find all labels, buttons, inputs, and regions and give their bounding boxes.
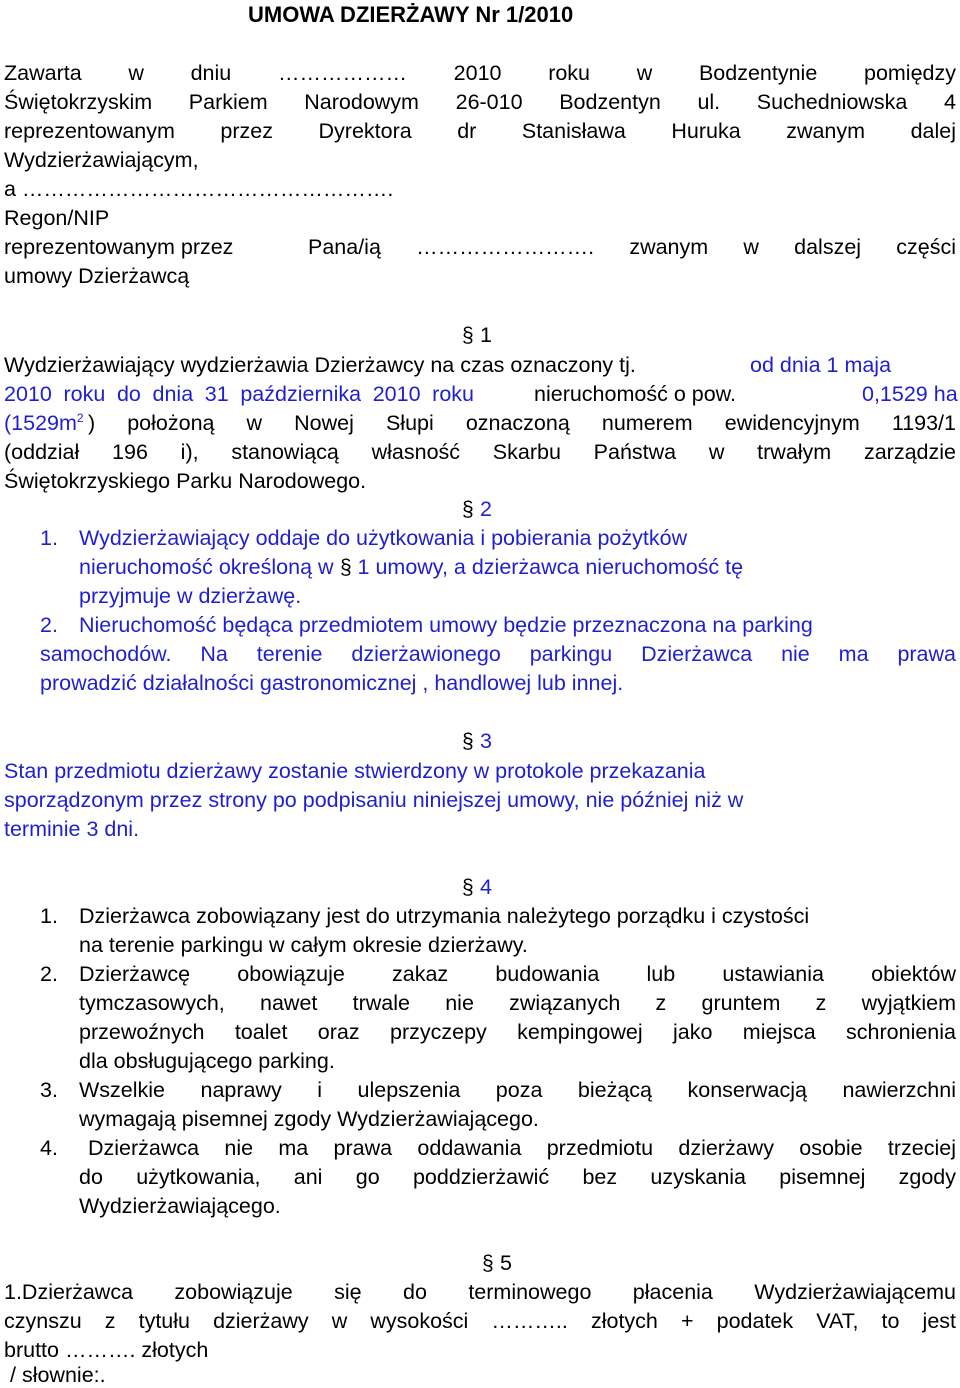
s2-item-1-line-2 (79, 554, 743, 580)
svg-text:§: § (462, 876, 474, 898)
intro-line-5: a ……………………………………………. (4, 177, 394, 201)
s4-item-4-line-1: Dzierżawca nie ma prawa oddawania przedmiotu dzierżawy osobie trzeciej (88, 1136, 956, 1160)
section-2-number: 2 (480, 497, 492, 521)
s3-line-1: Stan przedmiotu dzierżawy zostanie stwierdzony w protokole przekazania (4, 759, 706, 783)
s4-item-1-line-2: na terenie parkingu w całym okresie dzierżawy. (79, 933, 528, 957)
s1-line-1: Wydzierżawiający wydzierżawia Dzierżawcy na czas oznaczony tj. (4, 353, 636, 377)
section-4-heading (462, 874, 492, 900)
svg-text:§: § (462, 730, 474, 752)
svg-text:§: § (462, 324, 474, 346)
s1-line-3 (4, 410, 84, 436)
s1-line-2-area: 0,1529 ha (862, 382, 958, 406)
s4-item-2-line-4: dla obsługującego parking. (79, 1049, 335, 1073)
s4-item-3-line-2: wymagają pisemnej zgody Wydzierżawiającego. (79, 1107, 539, 1131)
s5-line-3: brutto ………. złotych (4, 1338, 209, 1362)
s1-line-3-area: (1529m (4, 411, 77, 435)
s4-item-2-line-2: tymczasowych, nawet trwale nie związanych z gruntem z wyjątkiem (79, 991, 956, 1015)
s4-item-4-line-3: Wydzierżawiającego. (79, 1194, 281, 1218)
s4-item-3-number: 3. (40, 1078, 58, 1102)
s3-line-2: sporządzonym przez strony po podpisaniu niniejszej umowy, nie później niż w (4, 788, 744, 812)
section-4-number: 4 (480, 875, 492, 899)
s4-item-3-line-1: Wszelkie naprawy i ulepszenia poza bieżącą konserwacją nawierzchni (79, 1078, 956, 1102)
s5-line-2: czynszu z tytułu dzierżawy w wysokości ……….. złotych + podatek VAT, to jest (4, 1309, 956, 1333)
s2-item-2-line-1: Nieruchomość będąca przedmiotem umowy będzie przeznaczona na parking (79, 613, 813, 637)
intro-line-1: Zawarta w dniu ……………… 2010 roku w Bodzentynie pomiędzy (4, 61, 956, 85)
s4-item-1-number: 1. (40, 904, 58, 928)
svg-text:§: § (462, 498, 474, 520)
s4-item-4-number: 4. (40, 1136, 58, 1160)
intro-line-2: Świętokrzyskim Parkiem Narodowym 26-010 Bodzentyn ul. Suchedniowska 4 (4, 90, 956, 114)
section-sign-icon (462, 498, 474, 520)
s4-item-1-line-1: Dzierżawca zobowiązany jest do utrzymania należytego porządku i czystości (79, 904, 810, 928)
s4-item-4-line-2: do użytkowania, ani go poddzierżawić bez uzyskania pisemnej zgody (79, 1165, 956, 1189)
intro-line-3: reprezentowanym przez Dyrektora dr Stanisława Huruka zwanym dalej (4, 119, 956, 143)
section-sign-icon (462, 324, 474, 346)
intro-line-8: umowy Dzierżawcą (4, 264, 190, 288)
s4-item-2-number: 2. (40, 962, 58, 986)
section-5-number: 5 (500, 1251, 512, 1275)
s1-line-4: (oddział 196 i), stanowiącą własność Skarbu Państwa w trwałym zarządzie (4, 440, 956, 464)
intro-line-6: Regon/NIP (4, 206, 110, 230)
section-sign-icon (462, 876, 474, 898)
svg-text:§: § (339, 556, 352, 578)
s1-line-2-period: 2010 roku do dnia 31 października 2010 roku (4, 382, 474, 406)
section-2-heading (462, 496, 492, 522)
s1-line-3-sup: 2 (76, 410, 84, 425)
section-sign-icon (482, 1252, 494, 1274)
s2-item-1-line-2b: 1 umowy, a dzierżawca nieruchomość tę (357, 555, 744, 579)
section-3-number: 3 (480, 729, 492, 753)
section-sign-icon (340, 556, 352, 578)
s2-item-2-number: 2. (40, 613, 58, 637)
s5-line-4: / słownie:. (10, 1363, 106, 1387)
s4-item-2-line-1: Dzierżawcę obowiązuje zakaz budowania lub ustawiania obiektów (79, 962, 956, 986)
intro-line-7b: Pana/ią ……………………. zwanym w dalszej części (308, 235, 956, 259)
s2-item-1-line-1: Wydzierżawiający oddaje do użytkowania i pobierania pożytków (79, 526, 688, 550)
s1-line-2-subject: nieruchomość o pow. (534, 382, 736, 406)
svg-text:§: § (482, 1252, 494, 1274)
s1-line-3-rest: ) położoną w Nowej Słupi oznaczoną numerem ewidencyjnym 1193/1 (88, 411, 956, 435)
document-title: UMOWA DZIERŻAWY Nr 1/2010 (248, 2, 574, 27)
s1-line-5: Świętokrzyskiego Parku Narodowego. (4, 469, 367, 493)
s2-item-1-line-2a: nieruchomość określoną w (79, 555, 334, 579)
s3-line-3: terminie 3 dni. (4, 817, 140, 841)
s2-item-1-line-3: przyjmuje w dzierżawę. (79, 584, 302, 608)
s1-line-1-date: od dnia 1 maja (750, 353, 892, 377)
s2-item-2-line-3: prowadzić działalności gastronomicznej , handlowej lub innej. (40, 671, 624, 695)
s4-item-2-line-3: przewoźnych toalet oraz przyczepy kempingowej jako miejsca schronienia (79, 1020, 956, 1044)
intro-line-7a: reprezentowanym przez (4, 235, 234, 259)
intro-line-4: Wydzierżawiającym, (4, 148, 199, 172)
section-5-heading (482, 1250, 512, 1276)
s5-line-1: 1.Dzierżawca zobowiązuje się do terminowego płacenia Wydzierżawiającemu (4, 1280, 956, 1304)
section-3-heading (462, 728, 492, 754)
section-1-heading (462, 322, 492, 348)
section-sign-icon (462, 730, 474, 752)
s2-item-1-number: 1. (40, 526, 58, 550)
s2-item-2-line-2: samochodów. Na terenie dzierżawionego parkingu Dzierżawca nie ma prawa (40, 642, 956, 666)
section-1-number: 1 (480, 323, 492, 347)
